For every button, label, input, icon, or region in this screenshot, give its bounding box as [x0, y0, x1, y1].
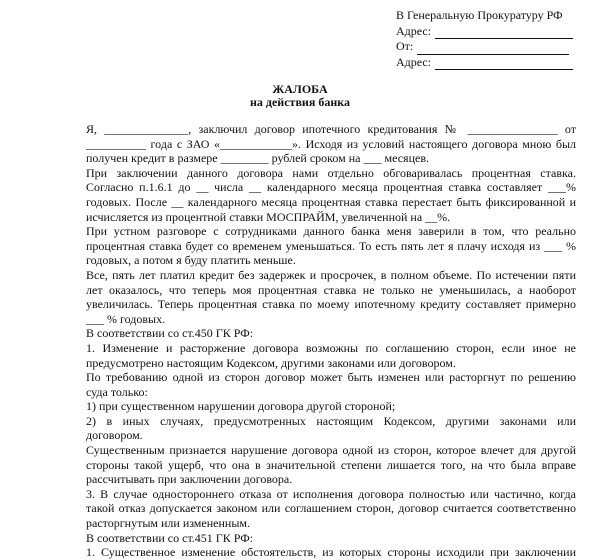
address-blank	[435, 27, 573, 39]
from-label: От:	[396, 39, 414, 53]
body-line: __________ года с ЗАО «____________». Исходя из условий настоящего договора мною был	[86, 136, 576, 151]
body-line: суда только:	[86, 384, 148, 399]
address2-row	[396, 55, 596, 71]
body-line: В соответствии со ст.451 ГК РФ:	[86, 530, 254, 545]
body-line: расторгнутым или измененным.	[86, 516, 250, 531]
complaint-body	[86, 122, 576, 560]
body-line: ___ % годовых.	[86, 311, 166, 326]
addressee-block	[396, 8, 596, 70]
body-line: рассчитывать при заключении договора.	[86, 472, 293, 487]
body-line: стороны такой ущерб, что она в значительной степени лишается того, на что была вправе	[86, 457, 576, 472]
body-line: 1) при существенном нарушении договора другой стороной;	[86, 399, 396, 414]
body-line: В соответствии со ст.450 ГК РФ:	[86, 326, 254, 341]
from-row	[396, 39, 596, 55]
body-line: увеличилась. Теперь процентная ставка по моему ипотечному кредиту составляет примерно	[86, 297, 576, 312]
address2-label: Адрес:	[396, 54, 432, 69]
address-row	[396, 24, 596, 40]
body-line: По требованию одной из сторон договор может быть изменен или расторгнут по решению	[86, 370, 576, 385]
body-line: договором.	[86, 428, 143, 443]
document-subtitle: на действия банка	[250, 95, 350, 109]
body-line: годовых, а потом я буду платить меньше.	[86, 253, 296, 268]
body-line: получен кредит в размере ________ рублей сроком на ___ месяцев.	[86, 151, 429, 166]
body-line: такой отказ допускается законом или соглашением сторон, договор считается соответственно	[86, 501, 576, 516]
addressee-to	[396, 8, 596, 24]
body-line: исчисляется из процентной ставки МОСПРАЙМ, увеличенной на __%.	[86, 209, 451, 224]
body-line: Согласно п.1.6.1 до __ числа __ календарного месяца процентная ставка составляет ___%	[86, 180, 576, 195]
address-label: Адрес:	[396, 23, 432, 38]
body-line: Я, ______________, заключил договор ипотечного кредитования № _______________ от	[86, 122, 576, 136]
body-line: годовых. После __ календарного месяца процентная ставка перестает быть фиксированной и	[86, 194, 576, 209]
addressee-to-text: В Генеральную Прокуратуру РФ	[396, 8, 563, 22]
body-line: 1. Изменение и расторжение договора возможны по соглашению сторон, если иное не	[86, 340, 576, 355]
body-line: Все, пять лет платил кредит без задержек и просрочек, в полном объеме. По истечении пяти	[86, 267, 576, 282]
document-title: ЖАЛОБА	[272, 82, 328, 96]
body-line: лет оказалось, что теперь моя процентная ставка не только не уменьшилась, а наоборот	[86, 282, 576, 297]
body-line: При заключении данного договора нами отдельно обговаривалась процентная ставка.	[86, 165, 576, 180]
body-line: 1. Существенное изменение обстоятельств, из которых стороны исходили при заключении	[86, 545, 576, 560]
body-line: 3. В случае одностороннего отказа от исполнения договора полностью или частично, когда	[86, 486, 576, 501]
body-line: При устном разговоре с сотрудниками данного банка меня заверили в том, что реально	[86, 224, 576, 239]
body-line: процентная ставка будет со временем уменьшаться. То есть пять лет я плачу исходя из ___ %	[86, 238, 576, 253]
body-line: Существенным признается нарушение договора одной из сторон, которое влечет для другой	[86, 443, 576, 458]
body-line: 2) в иных случаях, предусмотренных настоящим Кодексом, другими законами или	[86, 413, 576, 428]
address2-blank	[435, 58, 573, 70]
from-blank	[417, 43, 569, 55]
body-line: предусмотрено настоящим Кодексом, другими законами или договором.	[86, 355, 456, 370]
